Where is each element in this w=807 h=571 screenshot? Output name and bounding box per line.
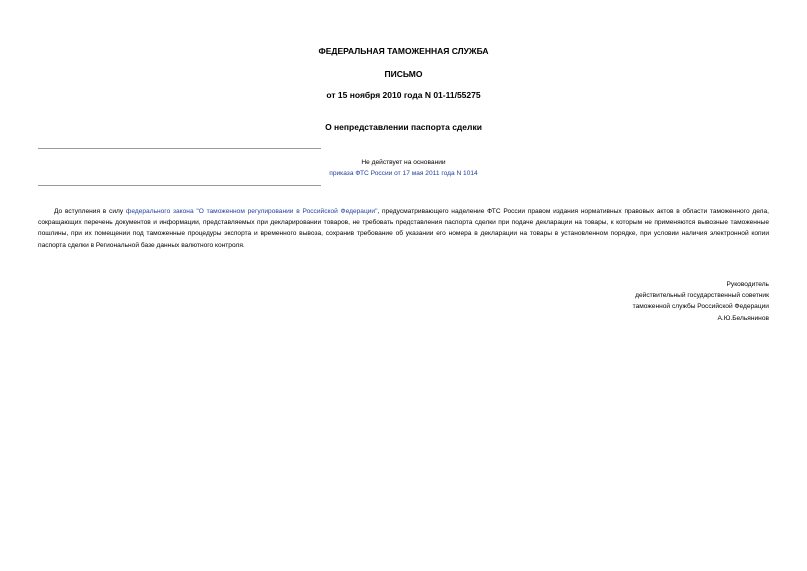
signature-rank: действительный государственный советник bbox=[635, 292, 769, 300]
divider-bottom bbox=[38, 185, 321, 186]
signature-block bbox=[633, 279, 769, 324]
body-text-lead: До вступления в силу bbox=[54, 208, 126, 215]
signature-service: таможенной службы Российской Федерации bbox=[632, 303, 769, 311]
status-note: Не действует на основании bbox=[361, 159, 446, 166]
federal-law-link[interactable]: федерального закона "О таможенном регулировании в Российской Федерации" bbox=[125, 208, 378, 215]
body-text-rest: , предусматривающего наделение ФТС России правом издания нормативных правовых актов в области таможенного дела, сокращающих перечень документов и информации, представляемых при декларировании товаров, не требовать представления паспорта сделки при подаче декларации на товары, к которым не применяются вывозные таможенные пошлины, при их помещении под таможенные процедуры экспорта и временного вывоза, сохранив требование об указании его номера в декларации на товары в установленном порядке, при условии наличия электронной копии паспорта сделки в Региональной базе данных валютного контроля. bbox=[38, 208, 769, 249]
signature-name: А.Ю.Бельянинов bbox=[717, 314, 769, 322]
document-subject: О непредставлении паспорта сделки bbox=[325, 122, 482, 132]
body-paragraph bbox=[38, 206, 769, 251]
status-link-line bbox=[0, 170, 807, 177]
repeal-order-link[interactable]: приказа ФТС России от 17 мая 2011 года N 1014 bbox=[329, 170, 478, 177]
divider-top bbox=[38, 148, 321, 149]
signature-position: Руководитель bbox=[726, 281, 769, 288]
agency-title: ФЕДЕРАЛЬНАЯ ТАМОЖЕННАЯ СЛУЖБА bbox=[318, 46, 489, 56]
document-date-number: от 15 ноября 2010 года N 01-11/55275 bbox=[326, 90, 481, 100]
document-type: ПИСЬМО bbox=[384, 69, 423, 79]
